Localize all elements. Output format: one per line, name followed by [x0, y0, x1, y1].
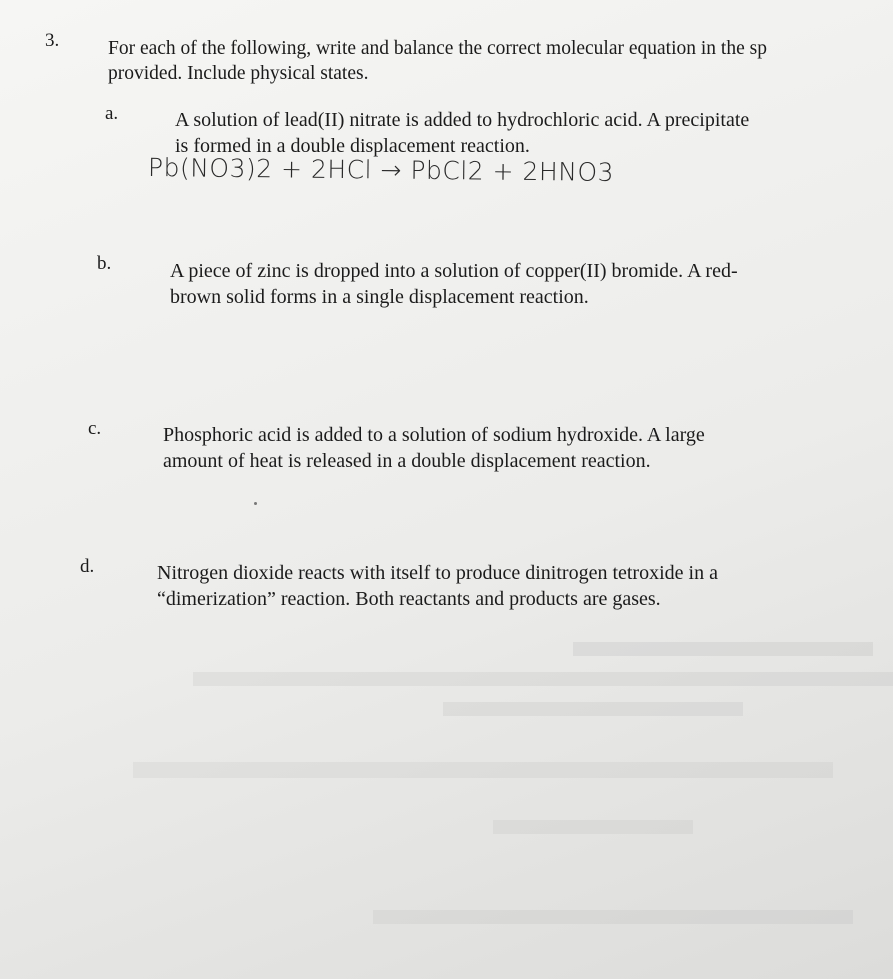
prompt-line: amount of heat is released in a double displacement reaction.: [163, 450, 651, 472]
prompt-line: Phosphoric acid is added to a solution of sodium hydroxide. A large: [163, 424, 705, 446]
prompt-line: A solution of lead(II) nitrate is added to hydrochloric acid. A precipitate: [175, 109, 750, 131]
reverse-side-bleed-through: [0, 620, 893, 979]
prompt-line: A piece of zinc is dropped into a solution of copper(II) bromide. A red-: [170, 260, 738, 282]
instruction-line: provided. Include physical states.: [108, 63, 369, 84]
part-c-letter: c.: [88, 418, 102, 439]
prompt-line: brown solid forms in a single displacement reaction.: [170, 286, 589, 308]
instruction-line: For each of the following, write and balance the correct molecular equation in the sp: [108, 38, 767, 59]
part-d-prompt: [157, 560, 718, 612]
part-a-letter: a.: [105, 103, 119, 124]
question-number: 3.: [45, 30, 60, 51]
part-a-prompt: [175, 107, 749, 159]
part-b-prompt: [170, 258, 738, 310]
part-d-letter: d.: [80, 556, 95, 577]
prompt-line: “dimerization” reaction. Both reactants and products are gases.: [157, 588, 661, 610]
question-instructions: [108, 36, 767, 86]
part-b-letter: b.: [97, 253, 112, 274]
part-c-prompt: [163, 422, 705, 474]
part-a-handwritten-answer: Pb(NO3)2 + 2HCl → PbCl2 + 2HNO3: [147, 153, 615, 187]
prompt-line: is formed in a double displacement reaction.: [175, 135, 530, 157]
pencil-dot: [254, 502, 257, 505]
prompt-line: Nitrogen dioxide reacts with itself to produce dinitrogen tetroxide in a: [157, 562, 718, 584]
